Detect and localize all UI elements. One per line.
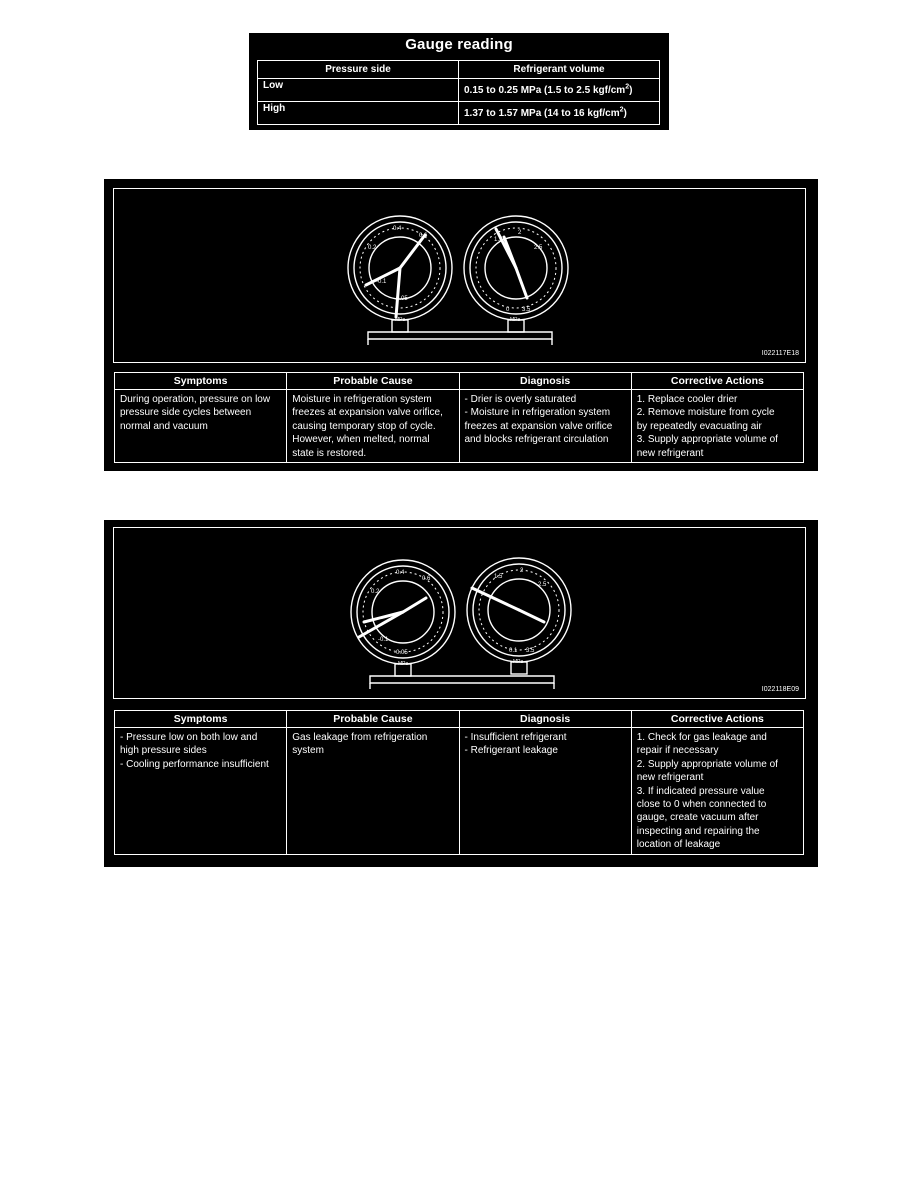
svg-text:MPa: MPa [395,317,406,323]
gauge-set-icon [114,189,805,362]
symptoms-cell: During operation, pressure on low pressure side cycles between normal and vacuum [115,390,287,463]
header-symptoms: Symptoms [115,373,287,390]
svg-text:3.5: 3.5 [526,648,535,654]
header-corrective-actions: Corrective Actions [631,711,803,728]
gauge-illustration-2 [113,527,806,699]
diagnosis-table-2 [114,710,804,855]
table-header-row [258,61,660,79]
svg-text:2.5: 2.5 [534,245,543,251]
diagnosis-panel-2 [104,520,818,867]
gauge-reading-panel [249,33,669,130]
svg-text:0.4: 0.4 [393,226,402,232]
svg-text:3.5: 3.5 [522,307,531,313]
gauge-reading-table [257,60,660,125]
header-diagnosis: Diagnosis [459,373,631,390]
table-row [258,102,660,125]
pressure-side-high: High [258,102,459,125]
probable-cause-cell: Moisture in refrigeration system freezes at expansion valve orifice, causing temporary stop of cycle. However, when melted, normal state is restored. [287,390,459,463]
svg-text:0.4: 0.4 [396,570,405,576]
svg-text:0: 0 [506,307,510,313]
svg-text:-0.1: -0.1 [378,637,389,643]
diagnosis-cell: - Insufficient refrigerant - Refrigerant leakage [459,728,631,855]
gauge-illustration-1 [113,188,806,363]
table-row [115,728,804,855]
table-row [115,390,804,463]
svg-text:0.6: 0.6 [422,576,431,582]
svg-text:0.1: 0.1 [509,648,518,654]
diagnosis-panel-1 [104,179,818,471]
header-refrigerant-volume: Refrigerant volume [459,61,660,79]
header-diagnosis: Diagnosis [459,711,631,728]
header-pressure-side: Pressure side [258,61,459,79]
svg-text:-0.05: -0.05 [394,296,408,302]
figure-code-1: I022117E18 [761,350,799,357]
gauge-set-icon [114,528,805,698]
svg-text:-0.05: -0.05 [394,650,408,656]
refrigerant-volume-high: 1.37 to 1.57 MPa (14 to 16 kgf/$cm^2$) [459,102,660,125]
refrigerant-volume-low: 0.15 to 0.25 MPa (1.5 to 2.5 kgf/$cm^2$) [459,79,660,102]
header-symptoms: Symptoms [115,711,287,728]
svg-text:MPa: MPa [513,659,524,665]
diagnosis-table-1 [114,372,804,463]
table-header-row [115,373,804,390]
corrective-actions-cell: 1. Check for gas leakage and repair if necessary 2. Supply appropriate volume of new refrigerant 3. If indicated pressure value close to 0 when connected to gauge, create vacuum after inspecting and repairing the location of leakage [631,728,803,855]
svg-text:1.5: 1.5 [494,574,503,580]
corrective-actions-cell: 1. Replace cooler drier 2. Remove moisture from cycle by repeatedly evacuating air 3. Supply appropriate volume of new refrigerant [631,390,803,463]
svg-text:MPa: MPa [398,661,409,667]
symptoms-cell: - Pressure low on both low and high pressure sides - Cooling performance insufficient [115,728,287,855]
svg-text:0.6: 0.6 [419,233,428,239]
probable-cause-cell: Gas leakage from refrigeration system [287,728,459,855]
header-corrective-actions: Corrective Actions [631,373,803,390]
svg-text:2.5: 2.5 [538,582,547,588]
header-probable-cause: Probable Cause [287,373,459,390]
header-probable-cause: Probable Cause [287,711,459,728]
pressure-side-low: Low [258,79,459,102]
svg-text:2: 2 [518,230,522,236]
diagnosis-cell: - Drier is overly saturated - Moisture in refrigeration system freezes at expansion valve orifice and blocks refrigerant circulation [459,390,631,463]
gauge-reading-title: Gauge reading [405,36,513,53]
svg-text:0.2: 0.2 [368,245,377,251]
svg-text:-0.1: -0.1 [376,279,387,285]
svg-text:2: 2 [520,568,524,574]
svg-text:0.2: 0.2 [371,589,380,595]
svg-text:1.5: 1.5 [494,237,503,243]
table-row [258,79,660,102]
table-header-row [115,711,804,728]
svg-text:MPa: MPa [510,317,521,323]
figure-code-2: I022118E09 [761,686,799,693]
